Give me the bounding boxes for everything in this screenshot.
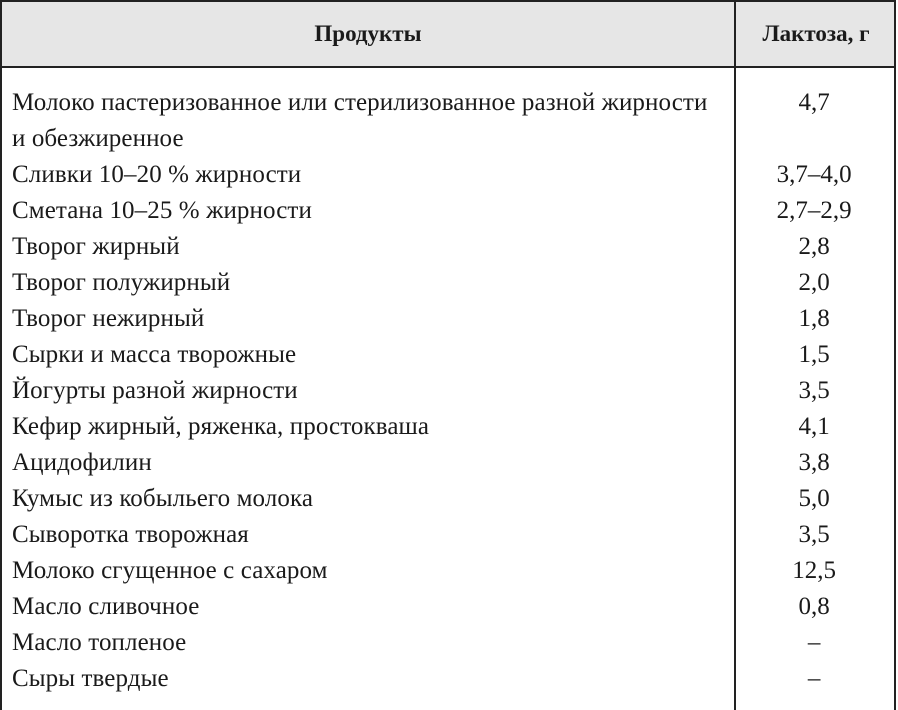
table-row	[2, 229, 894, 265]
table-row	[2, 589, 894, 625]
table-row	[2, 445, 894, 481]
lactose-cell: 1,5	[798, 341, 830, 368]
table-row	[2, 193, 894, 229]
product-cell: Творог полужирный	[12, 269, 231, 296]
table-row	[2, 265, 894, 301]
table-row	[2, 481, 894, 517]
product-cell: Йогурты разной жирности	[12, 377, 298, 404]
header-lactose: Лактоза, г	[762, 21, 870, 46]
table-header	[2, 2, 894, 68]
lactose-cell: 3,7–4,0	[776, 161, 852, 188]
product-cell: Сыворотка творожная	[12, 521, 249, 548]
product-cell: Молоко пастеризованное или стерилизованное разной жирности и обезжиренное	[12, 89, 708, 152]
table-row	[2, 553, 894, 589]
product-cell: Сметана 10–25 % жирности	[12, 197, 312, 224]
table-row	[2, 301, 894, 337]
product-cell: Ацидофилин	[12, 449, 152, 476]
table-row	[2, 409, 894, 445]
table-row	[2, 157, 894, 193]
product-cell: Масло топленое	[12, 629, 187, 656]
table-row	[2, 337, 894, 373]
product-cell: Творог нежирный	[12, 305, 205, 332]
lactose-cell: –	[807, 665, 821, 692]
table-row	[2, 625, 894, 661]
lactose-cell: 12,5	[792, 557, 837, 584]
product-cell: Масло сливочное	[12, 593, 200, 620]
lactose-cell: 3,8	[798, 449, 830, 476]
lactose-cell: 2,8	[798, 233, 830, 260]
product-cell: Кумыс из кобыльего молока	[12, 485, 314, 512]
lactose-cell: 4,1	[798, 413, 830, 440]
product-cell: Творог жирный	[12, 233, 180, 260]
lactose-cell: 4,7	[798, 89, 830, 116]
product-cell: Сливки 10–20 % жирности	[12, 161, 302, 188]
lactose-cell: 2,0	[798, 269, 830, 296]
header-products: Продукты	[314, 21, 422, 46]
table-row	[2, 517, 894, 553]
lactose-cell: 5,0	[798, 485, 830, 512]
lactose-cell: –	[807, 629, 821, 656]
table-body	[2, 85, 894, 697]
product-cell: Сырки и масса творожные	[12, 341, 297, 368]
product-cell: Молоко сгущенное с сахаром	[12, 557, 328, 584]
product-cell: Сыры твердые	[12, 665, 169, 692]
lactose-cell: 3,5	[798, 377, 830, 404]
lactose-cell: 3,5	[798, 521, 830, 548]
product-cell: Кефир жирный, ряженка, простокваша	[12, 413, 430, 440]
lactose-cell: 1,8	[798, 305, 830, 332]
table-row	[2, 661, 894, 697]
table-row	[2, 85, 894, 157]
lactose-cell: 0,8	[798, 593, 830, 620]
table-row	[2, 373, 894, 409]
lactose-cell: 2,7–2,9	[776, 197, 852, 224]
